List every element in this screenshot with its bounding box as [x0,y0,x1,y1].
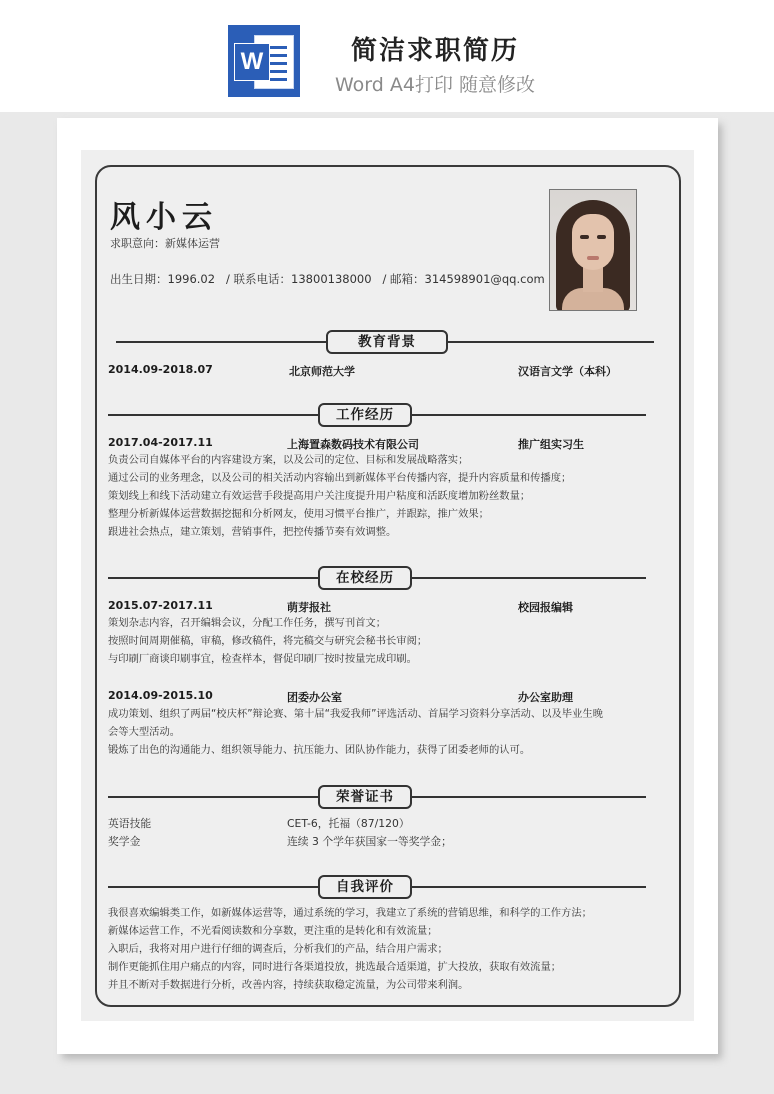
word-icon [228,25,300,97]
campus-period: 2014.09-2015.10 [108,689,213,702]
honor-value: 连续 3 个学年获国家一等奖学金； [287,835,452,848]
banner [0,0,774,112]
work-duty: 通过公司的业务理念，以及公司的相关活动内容输出到新媒体平台传播内容，提升内容质量和传播度； [108,472,572,484]
work-role: 推广组实习生 [518,438,584,451]
self-eval-line: 新媒体运营工作，不光看阅读数和分享数，更注重的是转化和有效流量； [108,925,438,937]
banner-subtitle: Word A4打印 随意修改 [334,74,535,96]
self-eval-line: 并且不断对手数据进行分析，改善内容，持续获取稳定流量，为公司带来利润。 [108,979,469,991]
edu-major: 汉语言文学（本科） [518,365,617,378]
campus-role: 校园报编辑 [518,601,573,614]
campus-org: 萌芽报社 [287,601,331,614]
campus-duty: 锻炼了出色的沟通能力、组织领导能力、抗压能力、团队协作能力，获得了团委老师的认可。 [108,744,531,756]
campus-duty: 与印刷厂商谈印刷事宜，检查样本，督促印刷厂按时按量完成印刷。 [108,653,417,665]
section-title-education: 教育背景 [326,330,448,354]
honor-label: 英语技能 [108,817,152,830]
banner-title: 简洁求职简历 [350,36,519,66]
campus-duty: 会等大型活动。 [108,726,181,738]
work-duty: 负责公司自媒体平台的内容建设方案，以及公司的定位、目标和发展战略落实； [108,454,469,466]
section-title-campus: 在校经历 [318,566,412,590]
self-eval-line: 我很喜欢编辑类工作，如新媒体运营等，通过系统的学习，我建立了系统的营销思维，和科学的工作方法； [108,907,592,919]
campus-org: 团委办公室 [287,691,342,704]
profile-photo [549,189,637,311]
contact-info: 出生日期：1996.02 / 联系电话：13800138000 / 邮箱：314598901@qq.com [110,272,545,286]
campus-period: 2015.07-2017.11 [108,599,213,612]
campus-duty: 策划杂志内容，召开编辑会议，分配工作任务，撰写刊首文； [108,617,387,629]
honor-label: 奖学金 [108,835,141,848]
candidate-name: 风小云 [110,200,218,235]
edu-period: 2014.09-2018.07 [108,363,213,376]
word-letter: W [234,43,270,81]
work-period: 2017.04-2017.11 [108,436,213,449]
section-title-honors: 荣誉证书 [318,785,412,809]
self-eval-line: 入职后，我将对用户进行仔细的调查后，分析我们的产品，结合用户需求； [108,943,448,955]
work-company: 上海置森数码技术有限公司 [287,438,419,451]
self-eval-line: 制作更能抓住用户痛点的内容，同时进行各渠道投放，挑选最合适渠道，扩大投放，获取有效流量； [108,961,562,973]
work-duty: 策划线上和线下活动建立有效运营手段提高用户关注度提升用户粘度和活跃度增加粉丝数量； [108,490,531,502]
section-title-self-evaluation: 自我评价 [318,875,412,899]
honor-value: CET-6，托福（87/120） [287,817,410,830]
work-duty: 跟进社会热点，建立策划，营销事件，把控传播节奏有效调整。 [108,526,397,538]
section-title-work: 工作经历 [318,403,412,427]
campus-duty: 按照时间周期催稿，审稿，修改稿件，将完稿交与研究会秘书长审阅； [108,635,428,647]
work-duty: 整理分析新媒体运营数据挖掘和分析网友，使用习惯平台推广，并跟踪，推广效果； [108,508,489,520]
campus-role: 办公室助理 [518,691,573,704]
edu-school: 北京师范大学 [289,365,355,378]
job-intention: 求职意向：新媒体运营 [110,237,220,250]
campus-duty: 成功策划、组织了两届“校庆杯”辩论赛、第十届“我爱我师”评选活动、首届学习资料分享活动、以及毕业生晚 [108,708,603,720]
